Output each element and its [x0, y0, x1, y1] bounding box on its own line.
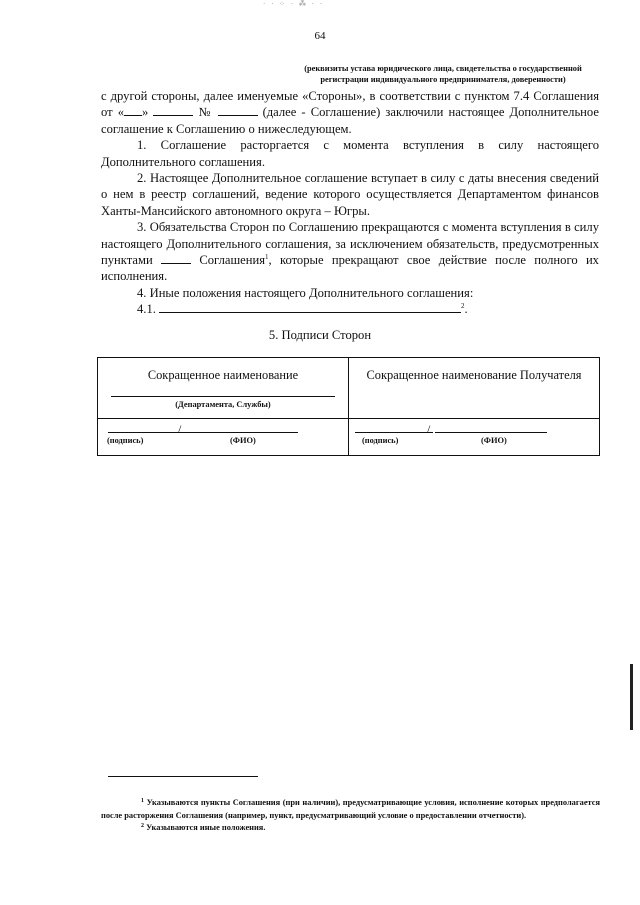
right-fio-label: (ФИО): [481, 436, 507, 445]
right-party-cell: [349, 358, 600, 419]
footnotes: [101, 797, 600, 835]
left-signature-cell: [98, 419, 349, 456]
requisites-caption: [283, 63, 603, 85]
left-party-cell: [98, 358, 349, 419]
item-3: [101, 219, 599, 285]
intro-text-3: №: [198, 105, 213, 120]
signatures-title: 5. Подписи Сторон: [268, 328, 372, 342]
footnote-1: [101, 797, 600, 822]
footnote-ref-1: 1: [265, 253, 269, 262]
footnote-separator: [108, 776, 258, 777]
right-party-name: Сокращенное наименование Получателя: [366, 368, 582, 382]
day-blank[interactable]: [124, 104, 142, 116]
left-slash: /: [178, 422, 182, 436]
item-4-1-label: 4.1.: [137, 302, 156, 317]
right-signature-line[interactable]: [355, 432, 433, 433]
intro-text-1: с другой стороны, далее именуемые «Стороны», в соответствии с пунктом 7.4 Соглашения от «: [101, 89, 599, 120]
footnote-2: [101, 822, 600, 835]
footnote-1-mark: 1: [141, 798, 144, 804]
left-fio-line[interactable]: [186, 432, 298, 433]
requisites-caption-line1: (реквизиты устава юридического лица, свидетельства о государственной: [304, 64, 582, 73]
scan-artifact: · · ⁘ · ⁂ · ·: [263, 0, 325, 8]
page-number: 64: [314, 30, 326, 42]
right-signature-cell: [349, 419, 600, 456]
left-party-name: Сокращенное наименование: [147, 368, 299, 382]
item-1: 1. Соглашение расторгается с момента вступления в силу настоящего Дополнительного соглашения.: [101, 138, 599, 169]
agreement-body: [101, 88, 599, 318]
footnote-ref-2: 2: [461, 302, 465, 311]
item-2: 2. Настоящее Дополнительное соглашение вступает в силу с даты внесения сведений о нем в реестр соглашений, ведение которого осуществляется Департаментом финансов Ханты-Мансийского автономного округа – Югры.: [101, 171, 599, 218]
item-3-text-1: 3. Обязательства Сторон по Соглашению прекращаются с момента вступления в силу настоящего Дополнительного соглашения, за исключением обязательств, предусмотренных пунктами: [101, 220, 599, 268]
number-blank[interactable]: [218, 104, 258, 116]
scan-binding-mark: [630, 664, 633, 730]
points-blank[interactable]: [161, 252, 191, 264]
item-3-text-2: Соглашения: [199, 253, 265, 268]
right-signature-label: (подпись): [362, 436, 399, 445]
right-fio-line[interactable]: [435, 432, 547, 433]
signatures-table: [97, 357, 600, 456]
requisites-caption-line2: регистрации индивидуального предпринимателя, доверенности): [320, 75, 566, 84]
item-4-1-end: .: [464, 302, 468, 317]
item-4-1: [101, 301, 599, 317]
footnote-1-text: Указываются пункты Соглашения (при наличии), предусматривающие условия, исполнение которых предполагается после расторжения Соглашения (например, пункт, предусматривающий условие о предоставлении отчетности).: [101, 798, 601, 820]
intro-paragraph: [101, 88, 599, 137]
item-4: 4. Иные положения настоящего Дополнительного соглашения:: [137, 285, 474, 300]
footnote-2-text: Указываются иные положения.: [146, 823, 266, 832]
month-blank[interactable]: [153, 104, 193, 116]
left-signature-label: (подпись): [107, 436, 144, 445]
item-4-1-blank[interactable]: [159, 301, 461, 313]
left-fio-label: (ФИО): [230, 436, 256, 445]
right-slash: /: [427, 422, 431, 436]
intro-text-4: (далее - Соглашение) заключили настоящее Дополнительное соглашение к Соглашению о нижеследующем.: [101, 105, 599, 136]
left-party-dept-caption: (Департамента, Службы): [175, 400, 271, 409]
item-3-text-3: , которые прекращают свое действие после полного их исполнения.: [101, 253, 599, 284]
left-party-name-line[interactable]: [111, 396, 335, 397]
footnote-2-mark: 2: [141, 823, 144, 829]
intro-text-2: »: [142, 105, 149, 120]
